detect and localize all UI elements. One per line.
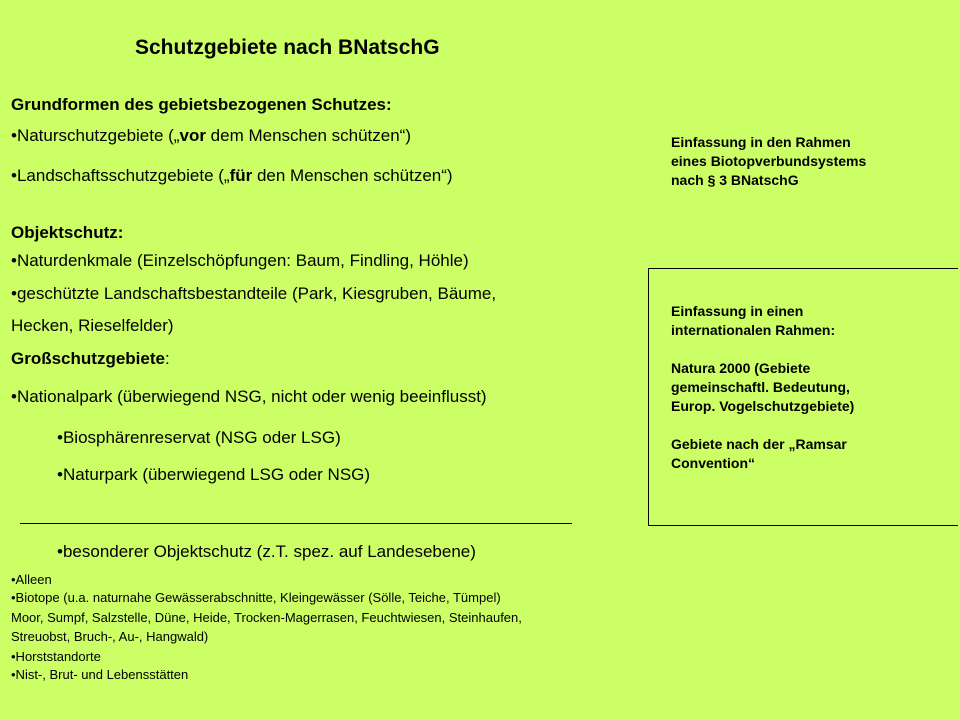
side-note-line: Einfassung in den Rahmen [671, 134, 851, 150]
side-note-line: Gebiete nach der „Ramsar [671, 436, 847, 452]
item-text: dem Menschen schützen“) [205, 126, 411, 145]
side-note-international [671, 302, 854, 473]
grundformen-heading: Grundformen des gebietsbezogenen Schutzes: [11, 95, 392, 114]
small-list-item: Moor, Sumpf, Salzstelle, Düne, Heide, Trocken-Magerrasen, Feuchtwiesen, Steinhaufen, [11, 610, 522, 625]
list-item-nationalpark: •Nationalpark (überwiegend NSG, nicht oder wenig beeinflusst) [11, 387, 487, 406]
grossschutz-heading [11, 349, 170, 369]
small-list-item: •Alleen [11, 572, 52, 587]
side-note-line: internationalen Rahmen: [671, 322, 836, 338]
side-note-line: Convention“ [671, 455, 755, 471]
item-emphasis: vor [179, 126, 206, 145]
side-note-biotopverbund [671, 133, 866, 190]
page-title: Schutzgebiete nach BNatschG [135, 36, 440, 59]
small-list-item: •Horststandorte [11, 649, 101, 664]
item-emphasis: für [229, 166, 253, 185]
item-text: •Landschaftsschutzgebiete („ [11, 166, 230, 185]
heading-colon: : [164, 349, 170, 368]
list-item-landschaftsschutzgebiete [11, 166, 453, 186]
small-list-item: •Nist-, Brut- und Lebensstätten [11, 667, 189, 682]
side-note-line: eines Biotopverbundsystems [671, 153, 867, 169]
list-item-naturschutzgebiete [11, 126, 411, 146]
side-note-line: gemeinschaftl. Bedeutung, [671, 379, 850, 395]
list-item-biosphaerenreservat: •Biosphärenreservat (NSG oder LSG) [57, 428, 341, 447]
small-list-item: •Biotope (u.a. naturnahe Gewässerabschnitte, Kleingewässer (Sölle, Teiche, Tümpel) [11, 590, 501, 605]
item-text: den Menschen schützen“) [252, 166, 453, 185]
item-text: •Naturschutzgebiete („ [11, 126, 180, 145]
list-item-landschaftsbestandteile-cont: Hecken, Rieselfelder) [11, 316, 174, 335]
list-item-naturdenkmale: •Naturdenkmale (Einzelschöpfungen: Baum, Findling, Höhle) [11, 251, 469, 270]
small-list-item: Streuobst, Bruch-, Au-, Hangwald) [11, 629, 209, 644]
list-item-naturpark: •Naturpark (überwiegend LSG oder NSG) [57, 465, 371, 484]
heading-text: Großschutzgebiete [11, 349, 165, 368]
divider [20, 523, 572, 524]
side-note-line: Europ. Vogelschutzgebiete) [671, 398, 855, 414]
side-note-line: nach § 3 BNatschG [671, 172, 799, 188]
objektschutz-heading: Objektschutz: [11, 223, 124, 242]
list-item-landschaftsbestandteile: •geschützte Landschaftsbestandteile (Park, Kiesgruben, Bäume, [11, 284, 497, 303]
side-note-line: Einfassung in einen [671, 303, 804, 319]
side-note-line: Natura 2000 (Gebiete [671, 360, 811, 376]
list-item-besonderer-objektschutz: •besonderer Objektschutz (z.T. spez. auf Landesebene) [57, 542, 476, 561]
